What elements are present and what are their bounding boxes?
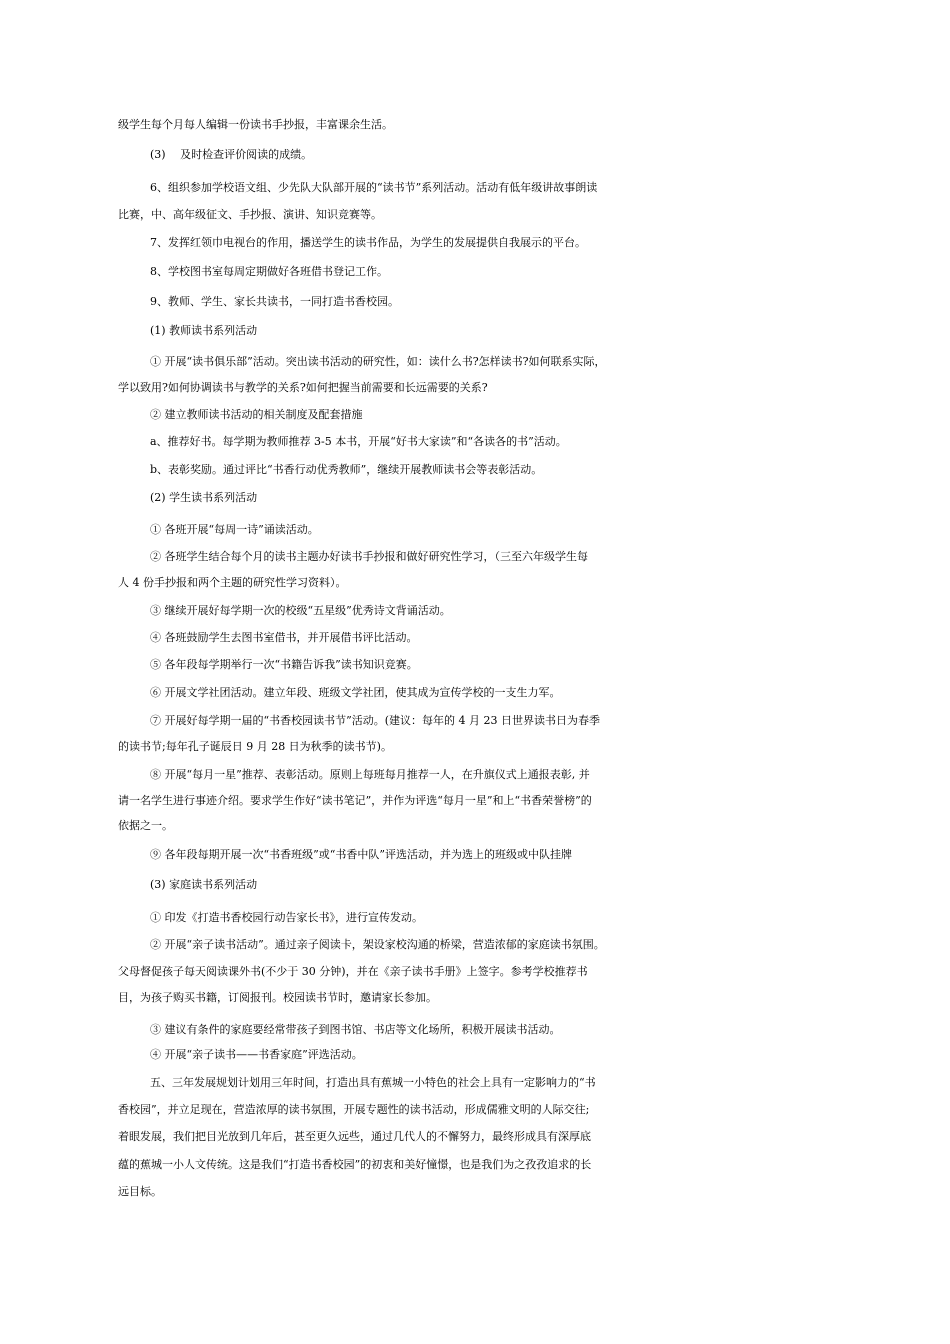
- text-line: ⑦ 开展好每学期一届的“书香校园读书节”活动。(建议：每年的 4 月 23 日世界读书日为春季: [150, 714, 601, 727]
- text-line: 香校园”，并立足现在，营造浓厚的读书氛围，开展专题性的读书活动，形成儒雅文明的人际交往;: [118, 1103, 590, 1116]
- text-line: ⑧ 开展“每月一星”推荐、表彰活动。原则上每班每月推荐一人，在升旗仪式上通报表彰, 并: [150, 768, 590, 781]
- text-line: 着眼发展，我们把目光放到几年后，甚至更久远些，通过几代人的不懈努力，最终形成具有深厚底: [118, 1130, 591, 1143]
- text-line: 远目标。: [118, 1185, 162, 1198]
- text-line: 级学生每个月每人编辑一份读书手抄报，丰富课余生活。: [118, 118, 393, 131]
- text-line: ③ 继续开展好每学期一次的校级“五星级”优秀诗文背诵活动。: [150, 604, 451, 617]
- text-line: 蕴的蕉城一小人文传统。这是我们“打造书香校园”的初衷和美好憧憬，也是我们为之孜孜追求的长: [118, 1158, 592, 1171]
- text-line: 6、组织参加学校语文组、少先队大队部开展的“读书节”系列活动。活动有低年级讲故事朗读: [150, 181, 598, 194]
- text-line: (3) 家庭读书系列活动: [150, 878, 258, 891]
- text-line: 目，为孩子购买书籍，订阅报刊。校园读书节时，邀请家长参加。: [118, 991, 437, 1004]
- text-line: 依据之一。: [118, 819, 173, 832]
- text-line: 的读书节;每年孔子诞辰日 9 月 28 日为秋季的读书节)。: [118, 740, 392, 753]
- text-line: 人 4 份手抄报和两个主题的研究性学习资料）。: [118, 576, 347, 589]
- text-line: 父母督促孩子每天阅读课外书(不少于 30 分钟)，并在《亲子读书手册》上签字。参考学校推荐书: [118, 965, 588, 978]
- text-line: ③ 建议有条件的家庭要经常带孩子到图书馆、书店等文化场所，积极开展读书活动。: [150, 1023, 561, 1036]
- text-line: ① 开展“读书俱乐部”活动。突出读书活动的研究性，如：读什么书?怎样读书?如何联系实际，: [150, 355, 606, 368]
- text-line: a、推荐好书。每学期为教师推荐 3-5 本书，开展“好书大家读”和“各读各的书”活动。: [150, 435, 567, 448]
- text-line: ⑤ 各年段每学期举行一次“书籍告诉我”读书知识竞赛。: [150, 658, 418, 671]
- text-line: ① 印发《打造书香校园行动告家长书》，进行宣传发动。: [150, 911, 423, 924]
- text-line: b、表彰奖励。通过评比“书香行动优秀教师”，继续开展教师读书会等表彰活动。: [150, 463, 543, 476]
- text-line: 8、学校图书室每周定期做好各班借书登记工作。: [150, 265, 388, 278]
- text-line: ⑥ 开展文学社团活动。建立年段、班级文学社团，使其成为宣传学校的一支生力军。: [150, 686, 561, 699]
- text-line: 请一名学生进行事迹介绍。要求学生作好“读书笔记”，并作为评选“每月一星”和上“书香荣誉榜”的: [118, 794, 592, 807]
- text-line: (1) 教师读书系列活动: [150, 324, 258, 337]
- text-line: ② 各班学生结合每个月的读书主题办好读书手抄报和做好研究性学习，（三至六年级学生每: [150, 550, 588, 563]
- text-line: (2) 学生读书系列活动: [150, 491, 258, 504]
- text-line: 五、三年发展规划计划用三年时间，打造出具有蕉城一小特色的社会上具有一定影响力的“书: [150, 1076, 596, 1089]
- text-line: (3) 及时检查评价阅读的成绩。: [150, 148, 313, 161]
- text-line: 学以致用?如何协调读书与教学的关系?如何把握当前需要和长远需要的关系?: [118, 381, 488, 394]
- text-line: 7、发挥红领巾电视台的作用，播送学生的读书作品，为学生的发展提供自我展示的平台。: [150, 236, 586, 249]
- text-line: ④ 开展“亲子读书——书香家庭”评选活动。: [150, 1048, 363, 1061]
- text-line: ④ 各班鼓励学生去图书室借书，并开展借书评比活动。: [150, 631, 418, 644]
- text-line: 9、教师、学生、家长共读书，一同打造书香校园。: [150, 295, 399, 308]
- text-line: ② 建立教师读书活动的相关制度及配套措施: [150, 408, 363, 421]
- text-line: ① 各班开展“每周一诗”诵读活动。: [150, 523, 319, 536]
- text-line: ⑨ 各年段每期开展一次“书香班级”或“书香中队”评选活动，并为选上的班级或中队挂牌: [150, 848, 572, 861]
- text-line: 比赛，中、高年级征文、手抄报、演讲、知识竞赛等。: [118, 208, 382, 221]
- text-line: ② 开展“亲子读书活动”。通过亲子阅读卡，架设家校沟通的桥梁，营造浓郁的家庭读书氛围。: [150, 938, 605, 951]
